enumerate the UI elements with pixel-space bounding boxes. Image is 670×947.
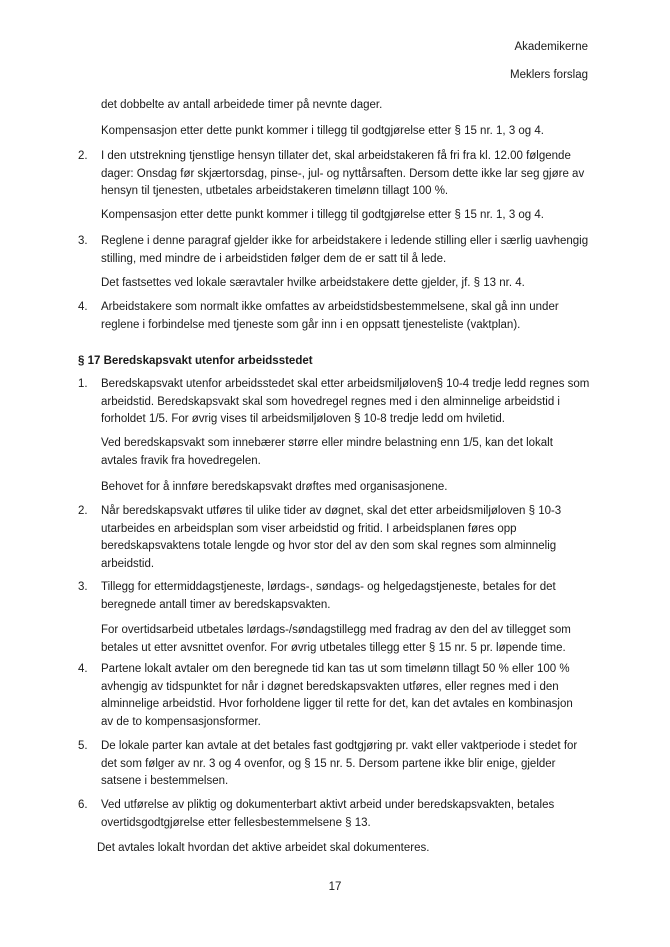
text-line: Når beredskapsvakt utføres til ulike tider av døgnet, skal det etter arbeidsmiljøloven § 10-3 (101, 505, 562, 517)
text-line: Tillegg for ettermiddagstjeneste, lørdags-, søndags- og helgedagstjeneste, betales for det (101, 581, 556, 593)
text-line: Ved utførelse av pliktig og dokumenterbart aktivt arbeid under beredskapsvakten, betales (101, 799, 555, 811)
list-number: 2. (78, 150, 88, 162)
list-item-text (101, 579, 586, 614)
text-line: hensyn til tjenesten, utbetales arbeidstakeren timelønn tillagt 100 %. (101, 185, 449, 197)
text-line: avhengig av tidspunktet for når i døgnet beredskapsvakten utføres, eller regnes med i den (101, 680, 559, 693)
text-line: dager: Onsdag før skjærtorsdag, pinse-, jul- og nyttårsaften. Dersom dette ikke lar seg gjøre av (101, 167, 585, 180)
list-item-text (101, 299, 586, 334)
text-line: Partene lokalt avtaler om den beregnede tid kan tas ut som timelønn tillagt 50 % eller 100 % (101, 663, 570, 675)
text-line: arbeidstid. Beredskapsvakt skal som hovedregel regnes med i den alminnelige arbeidstid i (101, 395, 560, 408)
text-line: Ved beredskapsvakt som innebærer større eller mindre belastning enn 1/5, kan det lokalt (101, 437, 553, 449)
text-line: Arbeidstakere som normalt ikke omfattes av arbeidstidsbestemmelsene, skal gå inn under (101, 301, 559, 313)
list-item-text (101, 661, 586, 731)
text-line: Det fastsettes ved lokale særavtaler hvilke arbeidstakere dette gjelder, jf. § 13 nr. 4. (101, 277, 525, 289)
header-organization: Akademikerne (514, 41, 588, 53)
list-number: 4. (78, 663, 88, 675)
paragraph (101, 622, 586, 657)
text-line: av de to kompensasjonsformer. (101, 715, 261, 728)
list-number: 1. (78, 378, 88, 390)
list-number: 3. (78, 235, 88, 247)
text-line: beredskapsvaktens totale lengde og hvor stor del av den som skal regnes som alminnelig (101, 540, 557, 552)
text-line: For overtidsarbeid utbetales lørdags-/søndagstillegg med fradrag av den del av tillegget som (101, 624, 571, 636)
text-line: Reglene i denne paragraf gjelder ikke for arbeidstakere i ledende stilling eller i særlig uavhengig (101, 235, 589, 247)
text-line: Beredskapsvakt utenfor arbeidsstedet skal etter arbeidsmiljøloven§ 10-4 tredje ledd regnes som (101, 378, 590, 390)
paragraph (101, 275, 586, 293)
paragraph (101, 97, 586, 115)
text-line: I den utstrekning tjenstlige hensyn tillater det, skal arbeidstakeren få fri fra kl. 12.00 følgende (101, 150, 571, 162)
text-line: forholdet 1/5. For øvrig vises til arbeidsmiljøloven § 10-8 tredje ledd om hviletid. (101, 413, 505, 425)
list-item-text (101, 503, 586, 573)
text-line: stilling, med mindre de i arbeidstiden følger dem de er satt til å lede. (101, 252, 447, 265)
text-line: Kompensasjon etter dette punkt kommer i tillegg til godtgjørelse etter § 15 nr. 1, 3 og 4. (101, 125, 544, 137)
paragraph (101, 207, 586, 225)
text-line: beregnede antall timer av beredskapsvakten. (101, 598, 331, 611)
paragraph (101, 479, 586, 497)
list-item-text (101, 148, 586, 201)
paragraph (101, 435, 586, 470)
text-line: alminnelige arbeidstid. Hvor forholdene ligger til rette for det, kan det avtales en kombinasjon (101, 698, 573, 710)
text-line: Kompensasjon etter dette punkt kommer i tillegg til godtgjørelse etter § 15 nr. 1, 3 og 4. (101, 209, 544, 221)
text-line: arbeidstid. (101, 557, 155, 570)
list-item-text (101, 233, 589, 268)
list-number: 5. (78, 740, 88, 752)
text-line: Det avtales lokalt hvordan det aktive arbeidet skal dokumenteres. (97, 842, 430, 854)
page-number: 17 (328, 881, 342, 893)
text-line: utarbeides en arbeidsplan som viser arbeidstid og fritid. I arbeidsplanen føres opp (101, 522, 517, 535)
text-line: betales ut etter avsnittet ovenfor. For øvrig utbetales tillegg etter § 15 nr. 5 pr. løpende time. (101, 641, 566, 654)
list-item-text (101, 797, 586, 832)
text-line: det dobbelte av antall arbeidede timer på nevnte dager. (101, 99, 383, 111)
section-heading: § 17 Beredskapsvakt utenfor arbeidsstedet (78, 355, 313, 367)
header-document-title: Meklers forslag (510, 69, 588, 81)
text-line: De lokale parter kan avtale at det betales fast godtgjøring pr. vakt eller vaktperiode i stedet for (101, 740, 578, 752)
list-number: 3. (78, 581, 88, 593)
text-line: avtales fravik fra hovedregelen. (101, 454, 261, 467)
list-number: 2. (78, 505, 88, 517)
paragraph (101, 123, 586, 141)
list-item-text (101, 376, 590, 429)
list-number: 6. (78, 799, 88, 811)
text-line: det som følger av nr. 3 og 4 ovenfor, og § 15 nr. 5. Dersom partene ikke blir enige, gjelder (101, 757, 556, 770)
list-item-text (101, 738, 586, 791)
paragraph (97, 840, 582, 858)
text-line: Behovet for å innføre beredskapsvakt drøftes med organisasjonene. (101, 481, 448, 493)
text-line: overtidsgodtgjørelse etter fellesbestemmelsene § 13. (101, 816, 371, 829)
list-number: 4. (78, 301, 88, 313)
text-line: reglene i forbindelse med tjeneste som går inn i en oppsatt tjenesteliste (vaktplan). (101, 318, 521, 331)
text-line: satsene i bestemmelsen. (101, 775, 229, 787)
